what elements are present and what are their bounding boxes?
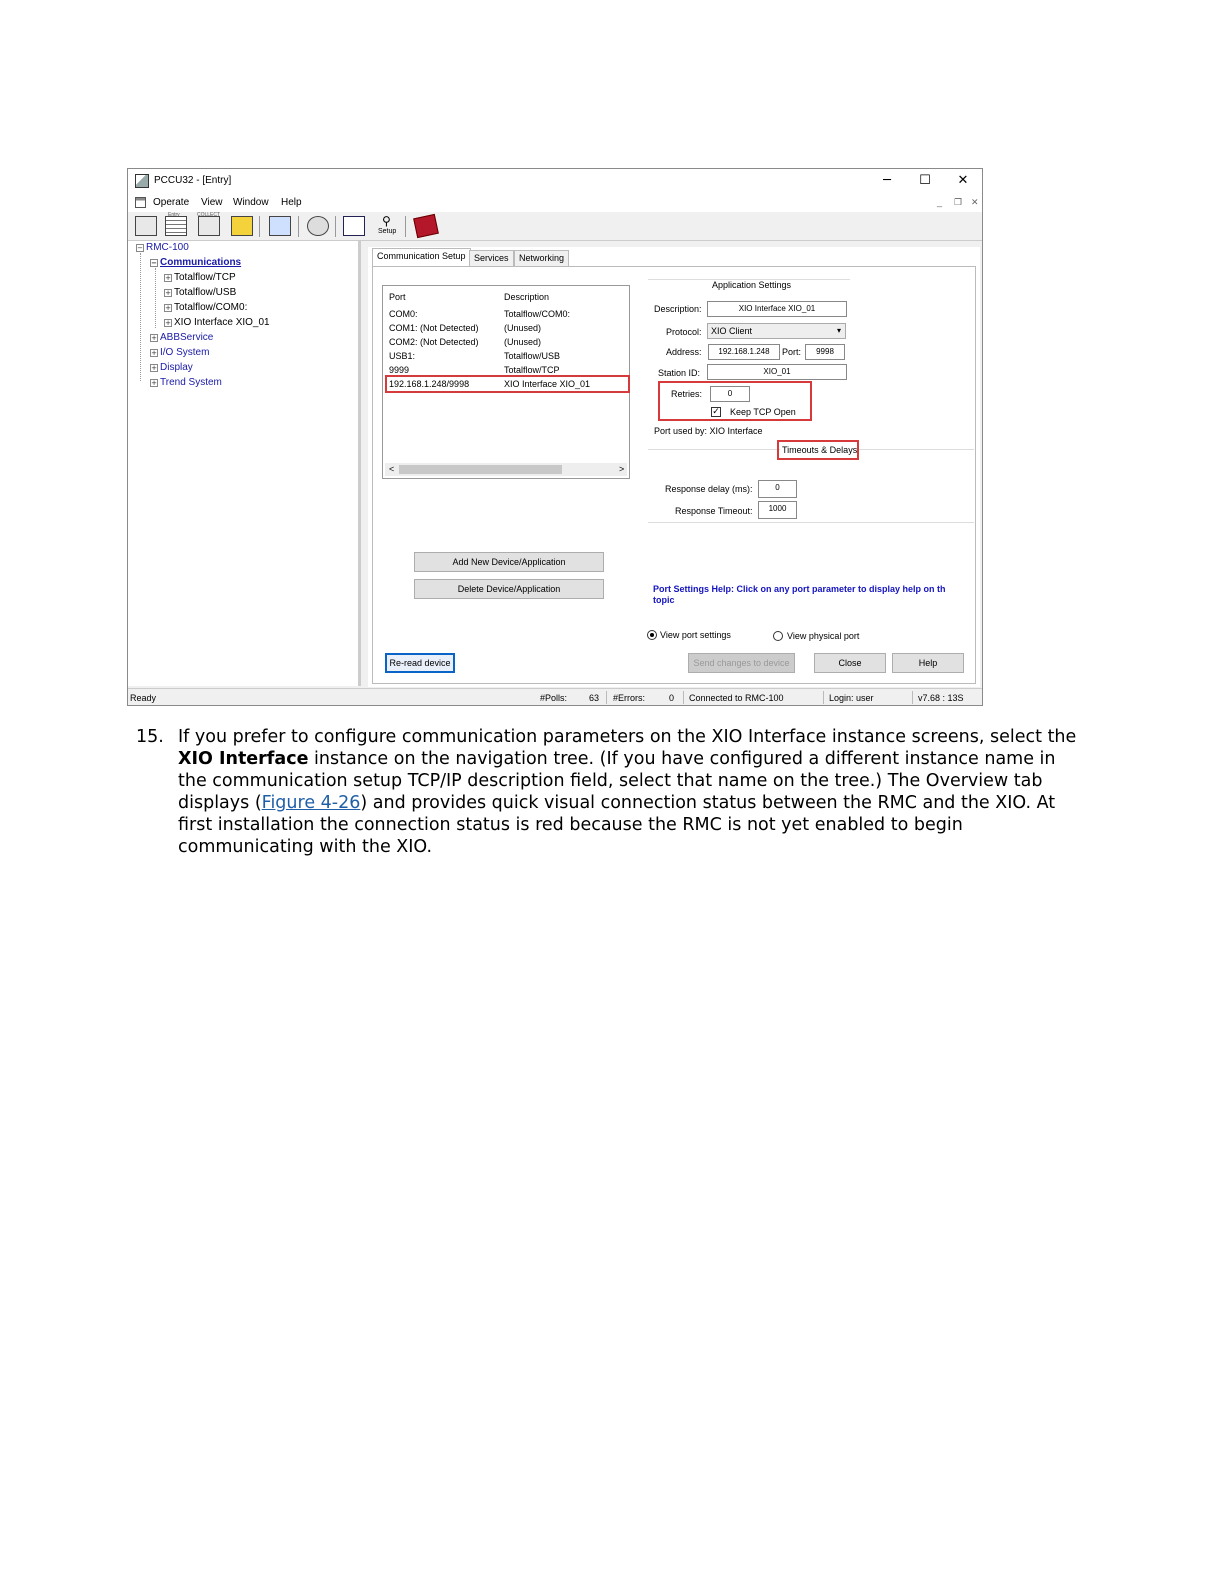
figure-link[interactable]: Figure 4-26 [261, 793, 361, 813]
toolbar-separator [259, 216, 260, 237]
title-bar [128, 169, 982, 193]
toolbar [128, 212, 982, 241]
toolbar-separator [335, 216, 336, 237]
navigation-tree [128, 241, 361, 686]
description-field[interactable]: XIO Interface XIO_01 [707, 301, 847, 317]
keep-tcp-open-checkbox[interactable]: ✓ [712, 407, 720, 417]
globe-icon[interactable] [307, 216, 329, 236]
application-settings-title: Application Settings [712, 280, 792, 290]
expand-icon[interactable]: + [165, 289, 171, 297]
status-separator [606, 691, 607, 704]
toolbar-separator [298, 216, 299, 237]
status-separator [912, 691, 913, 704]
ld-icon[interactable] [343, 216, 365, 236]
retries-field[interactable]: 0 [710, 386, 750, 402]
help-book-icon[interactable] [413, 214, 439, 238]
close-icon[interactable]: ✕ [957, 173, 969, 188]
menu-bar [128, 193, 982, 212]
add-device-button[interactable]: Add New Device/Application [414, 552, 604, 572]
version-label: v7.68 : 13S [918, 693, 964, 703]
window-title: PCCU32 - [Entry] [154, 175, 232, 186]
menu-window[interactable]: Window [233, 197, 269, 208]
scroll-right-icon[interactable]: > [619, 464, 625, 474]
menu-operate[interactable]: Operate [153, 197, 190, 208]
description-cell[interactable]: Totalflow/COM0: [504, 309, 571, 319]
chevron-down-icon: ▾ [836, 326, 841, 335]
expand-icon[interactable]: + [165, 304, 171, 312]
tree-item-display[interactable]: + Display [151, 362, 193, 373]
tree-item-totalflow-usb[interactable]: + Totalflow/USB [165, 287, 237, 298]
collect-label: COLLECT [197, 212, 221, 218]
port-field[interactable]: 9998 [805, 344, 845, 360]
status-separator [683, 691, 684, 704]
description-column-header: Description [504, 292, 550, 302]
port-cell-selected[interactable]: 192.168.1.248/9998 [389, 379, 470, 389]
response-timeout-field[interactable]: 1000 [758, 501, 797, 519]
minimize-icon[interactable]: ─ [883, 173, 891, 188]
mdi-minimize-icon[interactable]: _ [937, 197, 943, 207]
protocol-label: Protocol: [666, 327, 702, 337]
station-id-label: Station ID: [658, 368, 701, 378]
highlight-timeouts [777, 440, 859, 460]
collect-icon[interactable] [198, 216, 220, 236]
highlight-selected-port [385, 375, 630, 393]
tab-communication-setup[interactable]: Communication Setup [372, 248, 471, 266]
pccu32-window [127, 168, 983, 706]
tab-services[interactable]: Services [469, 250, 514, 266]
address-label: Address: [666, 347, 702, 357]
tree-item-io-system[interactable]: + I/O System [151, 347, 210, 358]
mdi-close-icon[interactable]: ✕ [971, 197, 979, 207]
toolbar-separator [405, 216, 406, 237]
login-status: Login: user [829, 693, 874, 703]
tree-item-communications[interactable]: − Communications [151, 257, 242, 268]
step-text: If you prefer to configure communication parameters on the XIO Interface instance screens, select the XIO Interface instance on the navigation tree. (If you have configured a different instance name in the communication setup TCP/IP description field, select that name on the tree.) The Overview tab displays (Figure 4-26) and provides quick visual connection status between the RMC and the XIO. At first installation the connection status is red because the RMC is not yet enabled to begin communicating with the XIO. [178, 727, 1077, 857]
tab-networking[interactable]: Networking [514, 250, 569, 266]
tree-item-rmc-100[interactable]: − RMC-100 [137, 242, 189, 253]
port-cell[interactable]: COM1: (Not Detected) [389, 323, 479, 333]
response-delay-label: Response delay (ms): [665, 484, 753, 494]
transfer-icon[interactable] [231, 216, 253, 236]
station-id-field[interactable]: XIO_01 [707, 364, 847, 380]
close-button[interactable]: Close [814, 653, 886, 673]
polls-count: 63 [589, 693, 600, 703]
port-cell[interactable]: COM0: [389, 309, 418, 319]
document-icon[interactable] [135, 197, 146, 208]
device-icon[interactable] [135, 216, 157, 236]
description-cell[interactable]: (Unused) [504, 337, 542, 347]
collapse-icon[interactable]: − [137, 244, 143, 252]
tree-item-abbservice[interactable]: + ABBService [151, 332, 214, 343]
view-port-settings-label: View port settings [660, 630, 731, 640]
app-icon [135, 174, 149, 188]
setup-label: Setup [378, 228, 397, 235]
description-cell[interactable]: Totalflow/TCP [504, 365, 560, 375]
mdi-restore-icon[interactable]: ❐ [954, 197, 963, 207]
polls-label: #Polls: [540, 693, 568, 703]
delete-device-button[interactable]: Delete Device/Application [414, 579, 604, 599]
keep-tcp-open-label: Keep TCP Open [730, 407, 796, 417]
retries-label: Retries: [671, 389, 703, 399]
view-port-settings-radio[interactable] [647, 630, 657, 640]
response-timeout-label: Response Timeout: [675, 506, 753, 516]
horizontal-scrollbar[interactable] [385, 463, 627, 476]
view-physical-port-radio[interactable] [773, 631, 783, 641]
port-label: Port: [782, 347, 802, 357]
port-column-header: Port [389, 292, 406, 302]
help-button[interactable]: Help [892, 653, 964, 673]
mb-icon[interactable] [269, 216, 291, 236]
expand-icon[interactable]: + [165, 274, 171, 282]
description-label: Description: [654, 304, 702, 314]
response-delay-field[interactable]: 0 [758, 480, 797, 498]
tree-item-xio-interface[interactable]: + XIO Interface XIO_01 [165, 317, 270, 328]
errors-count: 0 [669, 693, 675, 703]
port-cell[interactable]: USB1: [389, 351, 416, 361]
view-physical-port-label: View physical port [787, 631, 860, 641]
port-cell[interactable]: 9999 [389, 365, 410, 375]
expand-icon[interactable]: + [151, 364, 157, 372]
description-cell[interactable]: Totalflow/USB [504, 351, 561, 361]
entry-label: Entry [168, 212, 180, 218]
maximize-icon[interactable]: ☐ [919, 173, 931, 188]
status-separator [823, 691, 824, 704]
port-used-by: Port used by: XIO Interface [654, 426, 763, 436]
tree-item-totalflow-com0[interactable]: + Totalflow/COM0: [165, 302, 248, 313]
tree-item-trend-system[interactable]: + Trend System [151, 377, 222, 388]
scroll-thumb[interactable] [399, 465, 562, 474]
port-list [382, 285, 630, 479]
connection-status: Connected to RMC-100 [689, 693, 784, 703]
expand-icon[interactable]: + [165, 319, 171, 327]
menu-view[interactable]: View [201, 197, 223, 208]
expand-icon[interactable]: + [151, 334, 157, 342]
protocol-select[interactable]: XIO Client ▾ [707, 323, 846, 339]
scroll-left-icon[interactable]: < [389, 464, 395, 474]
group-divider [648, 522, 974, 523]
port-settings-help: Port Settings Help: Click on any port parameter to display help on th topic [653, 584, 946, 605]
expand-icon[interactable]: + [151, 349, 157, 357]
errors-label: #Errors: [613, 693, 646, 703]
status-ready: Ready [130, 693, 157, 703]
tree-line [140, 253, 141, 381]
send-changes-button[interactable]: Send changes to device [688, 653, 795, 673]
port-cell[interactable]: COM2: (Not Detected) [389, 337, 479, 347]
step-number: 15. [136, 727, 164, 747]
reread-device-button[interactable]: Re-read device [385, 653, 455, 673]
collapse-icon[interactable]: − [151, 259, 157, 267]
communication-panel [368, 247, 980, 687]
entry-icon[interactable] [165, 216, 187, 236]
description-cell[interactable]: (Unused) [504, 323, 542, 333]
tree-item-totalflow-tcp[interactable]: + Totalflow/TCP [165, 272, 236, 283]
status-bar [128, 688, 982, 706]
expand-icon[interactable]: + [151, 379, 157, 387]
setup-icon[interactable]: ⚲ [382, 214, 391, 228]
description-cell-selected[interactable]: XIO Interface XIO_01 [504, 379, 591, 389]
menu-help[interactable]: Help [281, 197, 302, 208]
xio-interface-emphasis: XIO Interface [178, 749, 309, 769]
address-field[interactable]: 192.168.1.248 [708, 344, 780, 360]
timeouts-delays-title[interactable]: Timeouts & Delays [782, 445, 858, 455]
tree-line [155, 268, 156, 328]
